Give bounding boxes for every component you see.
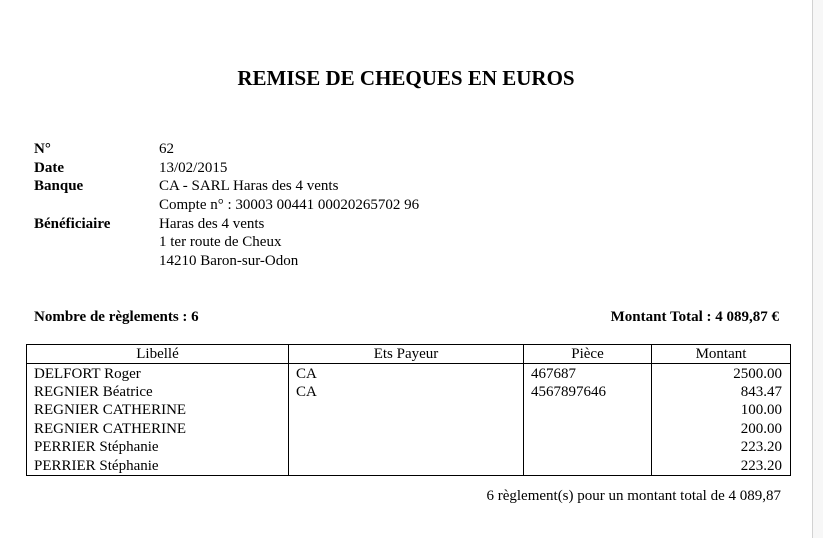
cell-libelle: DELFORT Roger [27,364,289,383]
scrollbar-area[interactable] [813,0,823,538]
cell-montant: 223.20 [652,438,791,456]
cell-piece: 467687 [524,364,652,383]
beneficiaire-name: Haras des 4 vents [159,215,265,232]
table-header-row [27,345,791,364]
header-ets-payeur: Ets Payeur [289,345,524,364]
cell-montant: 843.47 [652,383,791,401]
cell-montant: 223.20 [652,456,791,475]
cell-libelle: REGNIER CATHERINE [27,401,289,419]
cell-libelle: REGNIER Béatrice [27,383,289,401]
date-label: Date [34,159,64,176]
beneficiaire-street: 1 ter route de Cheux [159,234,282,251]
header-piece: Pièce [524,345,652,364]
cell-piece [524,456,652,475]
cell-payeur [289,456,524,475]
date-value: 13/02/2015 [159,159,228,176]
payment-count: Nombre de règlements : 6 [34,309,199,325]
cell-libelle: PERRIER Stéphanie [27,456,289,475]
payments-table [26,344,791,476]
cell-montant: 200.00 [652,420,791,438]
table-row [27,420,791,438]
cell-piece [524,420,652,438]
account-number: Compte n° : 30003 00441 00020265702 96 [159,197,420,214]
cell-payeur [289,438,524,456]
table-row [27,456,791,475]
beneficiaire-city: 14210 Baron-sur-Odon [159,253,299,270]
cell-payeur: CA [289,383,524,401]
numero-label: N° [34,141,51,157]
cell-montant: 100.00 [652,401,791,419]
numero-value: 62 [159,141,174,157]
cell-piece: 4567897646 [524,383,652,401]
table-row [27,401,791,419]
summary-line: 6 règlement(s) pour un montant total de 4 089,87 [486,488,781,504]
cell-montant: 2500.00 [652,364,791,383]
table-row [27,438,791,456]
header-libelle: Libellé [27,345,289,364]
cell-payeur [289,420,524,438]
beneficiaire-label: Bénéficiaire [34,215,111,232]
cell-payeur [289,401,524,419]
cell-libelle: PERRIER Stéphanie [27,438,289,456]
banque-label: Banque [34,178,84,195]
cell-piece [524,438,652,456]
header-montant: Montant [652,345,791,364]
total-amount: Montant Total : 4 089,87 € [610,309,779,325]
document-title: REMISE DE CHEQUES EN EUROS [237,66,575,90]
cell-payeur: CA [289,364,524,383]
table-row [27,364,791,383]
cell-piece [524,401,652,419]
banque-name: CA - SARL Haras des 4 vents [159,178,339,195]
table-row [27,383,791,401]
cell-libelle: REGNIER CATHERINE [27,420,289,438]
